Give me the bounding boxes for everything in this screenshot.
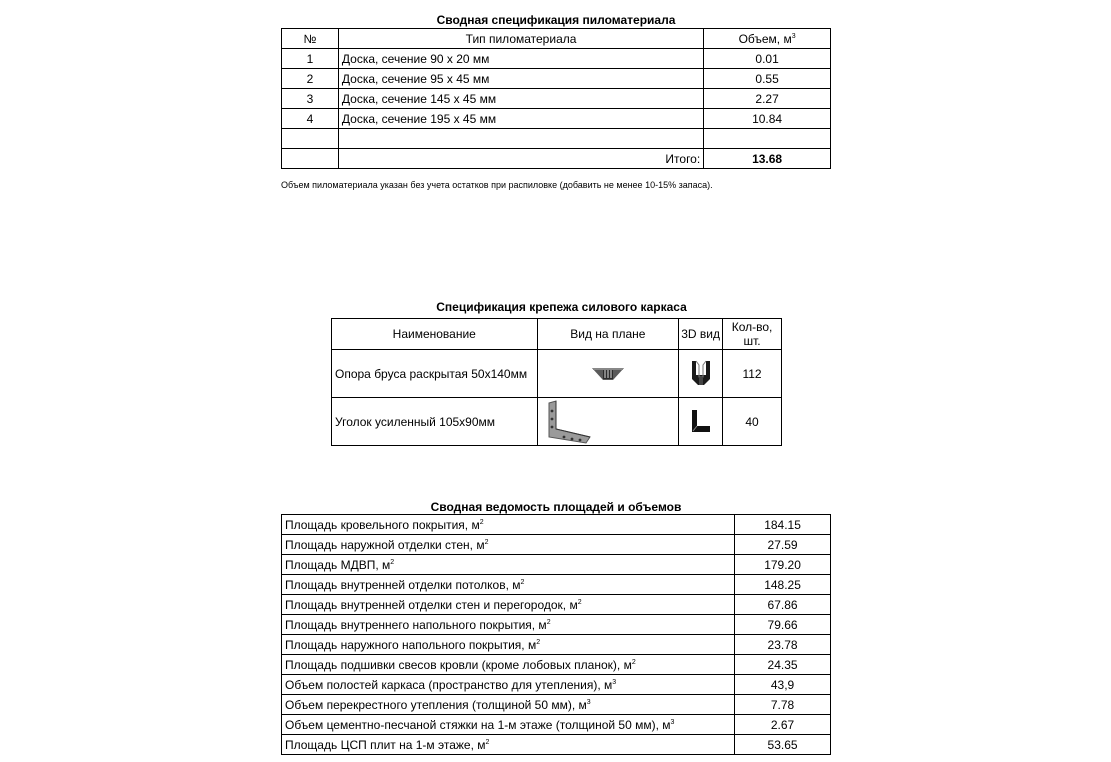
area-label-sup: 3 bbox=[586, 698, 591, 706]
fastener-qty: 112 bbox=[723, 350, 782, 398]
area-label-sup: 2 bbox=[536, 638, 541, 646]
area-label bbox=[282, 575, 735, 595]
area-label bbox=[282, 615, 735, 635]
table-row bbox=[282, 715, 831, 735]
lumber-header-volume bbox=[704, 29, 831, 49]
area-label-sup: 3 bbox=[612, 678, 617, 686]
table-row bbox=[282, 575, 831, 595]
fasteners-header-3d: 3D вид bbox=[679, 319, 723, 350]
area-value: 148.25 bbox=[735, 575, 831, 595]
lumber-volume: 10.84 bbox=[704, 109, 831, 129]
lumber-total-row bbox=[282, 149, 831, 169]
area-label-text: Площадь внутреннего напольного покрытия, м bbox=[285, 617, 547, 632]
area-label bbox=[282, 635, 735, 655]
fasteners-header-qty-line2: шт. bbox=[743, 334, 761, 348]
area-value: 43,9 bbox=[735, 675, 831, 695]
fasteners-header-name: Наименование bbox=[332, 319, 538, 350]
fasteners-header-qty-line1: Кол-во, bbox=[731, 320, 773, 334]
reinforced-angle-plan-icon bbox=[546, 399, 596, 445]
reinforced-angle-3d-icon bbox=[689, 408, 713, 436]
lumber-type: Доска, сечение 145 х 45 мм bbox=[338, 89, 703, 109]
fasteners-header-qty bbox=[723, 319, 782, 350]
lumber-volume: 0.55 bbox=[704, 69, 831, 89]
empty-row bbox=[282, 129, 831, 149]
area-label bbox=[282, 555, 735, 575]
table-row bbox=[282, 515, 831, 535]
table-row bbox=[282, 535, 831, 555]
lumber-total-value: 13.68 bbox=[704, 149, 831, 169]
area-value: 53.65 bbox=[735, 735, 831, 755]
area-label-sup: 2 bbox=[485, 738, 490, 746]
lumber-header-volume-text: Объем, м bbox=[738, 31, 792, 46]
area-value: 24.35 bbox=[735, 655, 831, 675]
area-label-sup: 2 bbox=[484, 538, 489, 546]
areas-table bbox=[281, 514, 831, 755]
lumber-num: 2 bbox=[282, 69, 339, 89]
area-label-sup: 2 bbox=[631, 658, 636, 666]
area-value: 67.86 bbox=[735, 595, 831, 615]
table-row bbox=[332, 398, 782, 446]
area-label bbox=[282, 735, 735, 755]
table-row bbox=[282, 49, 831, 69]
area-label bbox=[282, 595, 735, 615]
table-row bbox=[282, 69, 831, 89]
lumber-table bbox=[281, 28, 831, 169]
area-label-sup: 2 bbox=[479, 518, 484, 526]
area-label-text: Площадь МДВП, м bbox=[285, 557, 391, 572]
area-label bbox=[282, 675, 735, 695]
lumber-volume: 0.01 bbox=[704, 49, 831, 69]
area-label-text: Площадь ЦСП плит на 1-м этаже, м bbox=[285, 737, 486, 752]
lumber-volume: 2.27 bbox=[704, 89, 831, 109]
lumber-header-row bbox=[282, 29, 831, 49]
area-label-sup: 2 bbox=[390, 558, 395, 566]
table-row bbox=[282, 555, 831, 575]
area-label bbox=[282, 535, 735, 555]
area-label-text: Объем полостей каркаса (пространство для утепления), м bbox=[285, 677, 613, 692]
area-label-sup: 2 bbox=[577, 598, 582, 606]
fasteners-header-plan: Вид на плане bbox=[537, 319, 679, 350]
fastener-3d-view bbox=[679, 350, 723, 398]
area-label-sup: 3 bbox=[670, 718, 675, 726]
table-row bbox=[282, 595, 831, 615]
area-label-sup: 2 bbox=[520, 578, 525, 586]
table-row bbox=[332, 350, 782, 398]
lumber-num: 1 bbox=[282, 49, 339, 69]
empty-cell bbox=[338, 129, 703, 149]
table-row bbox=[282, 655, 831, 675]
fasteners-table-title: Спецификация крепежа силового каркаса bbox=[436, 300, 687, 314]
area-label-text: Площадь кровельного покрытия, м bbox=[285, 517, 480, 532]
fastener-name: Уголок усиленный 105x90мм bbox=[332, 398, 538, 446]
area-label-sup: 2 bbox=[546, 618, 551, 626]
fastener-qty: 40 bbox=[723, 398, 782, 446]
area-label bbox=[282, 695, 735, 715]
fastener-plan-view bbox=[537, 350, 679, 398]
fasteners-header-row bbox=[332, 319, 782, 350]
table-row bbox=[282, 695, 831, 715]
area-value: 79.66 bbox=[735, 615, 831, 635]
area-label-text: Площадь внутренней отделки потолков, м bbox=[285, 577, 521, 592]
lumber-header-num: № bbox=[282, 29, 339, 49]
area-value: 7.78 bbox=[735, 695, 831, 715]
lumber-type: Доска, сечение 95 х 45 мм bbox=[338, 69, 703, 89]
area-label-text: Объем перекрестного утепления (толщиной 50 мм), м bbox=[285, 697, 587, 712]
lumber-header-type: Тип пиломатериала bbox=[338, 29, 703, 49]
area-label bbox=[282, 715, 735, 735]
area-value: 27.59 bbox=[735, 535, 831, 555]
joist-hanger-plan-icon bbox=[591, 366, 625, 382]
lumber-type: Доска, сечение 195 х 45 мм bbox=[338, 109, 703, 129]
table-row bbox=[282, 615, 831, 635]
lumber-note: Объем пиломатериала указан без учета остатков при распиловке (добавить не менее 10-15% запаса). bbox=[281, 180, 713, 190]
lumber-table-title: Сводная спецификация пиломатериала bbox=[436, 13, 676, 27]
table-row bbox=[282, 735, 831, 755]
table-row bbox=[282, 675, 831, 695]
empty-cell bbox=[282, 149, 339, 169]
fasteners-table bbox=[331, 318, 782, 446]
table-row bbox=[282, 109, 831, 129]
table-row bbox=[282, 635, 831, 655]
lumber-num: 3 bbox=[282, 89, 339, 109]
table-row bbox=[282, 89, 831, 109]
fastener-3d-view bbox=[679, 398, 723, 446]
area-label bbox=[282, 515, 735, 535]
joist-hanger-3d-icon bbox=[690, 359, 712, 389]
area-label-text: Площадь внутренней отделки стен и перегородок, м bbox=[285, 597, 578, 612]
lumber-num: 4 bbox=[282, 109, 339, 129]
area-label bbox=[282, 655, 735, 675]
area-value: 23.78 bbox=[735, 635, 831, 655]
area-label-text: Объем цементно-песчаной стяжки на 1-м этаже (толщиной 50 мм), м bbox=[285, 717, 671, 732]
area-label-text: Площадь подшивки свесов кровли (кроме лобовых планок), м bbox=[285, 657, 632, 672]
area-label-text: Площадь наружной отделки стен, м bbox=[285, 537, 485, 552]
fastener-name: Опора бруса раскрытая 50x140мм bbox=[332, 350, 538, 398]
area-label-text: Площадь наружного напольного покрытия, м bbox=[285, 637, 537, 652]
empty-cell bbox=[704, 129, 831, 149]
area-value: 179.20 bbox=[735, 555, 831, 575]
lumber-type: Доска, сечение 90 х 20 мм bbox=[338, 49, 703, 69]
lumber-header-volume-sup: 3 bbox=[791, 32, 796, 40]
lumber-total-label: Итого: bbox=[338, 149, 703, 169]
area-value: 184.15 bbox=[735, 515, 831, 535]
areas-table-title: Сводная ведомость площадей и объемов bbox=[430, 500, 682, 514]
area-value: 2.67 bbox=[735, 715, 831, 735]
fastener-plan-view bbox=[537, 398, 679, 446]
empty-cell bbox=[282, 129, 339, 149]
